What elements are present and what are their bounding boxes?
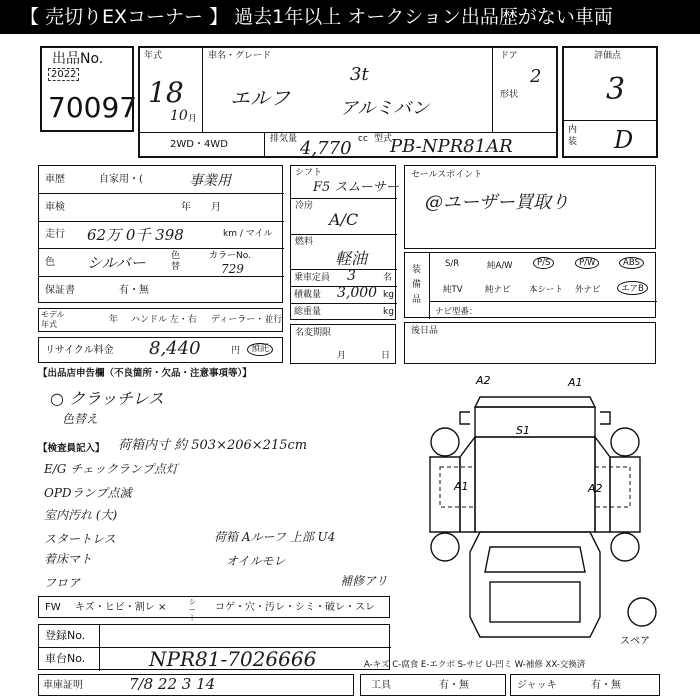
color-no-label: カラーNo. — [209, 251, 251, 261]
registration-box — [38, 624, 390, 670]
equip-airbag: エアB — [617, 281, 648, 295]
lot-box — [40, 46, 138, 132]
shift-value: F5 スムーサー — [313, 180, 399, 195]
load-unit: kg — [383, 290, 394, 300]
fw-sheet-label: シート — [189, 598, 196, 622]
equip-navi: 純ナビ — [485, 285, 511, 295]
fuel-label: 燃料 — [295, 237, 314, 247]
expiry-day: 日 — [381, 351, 391, 361]
lot-number: 70097 — [48, 91, 138, 124]
displacement-value: 4,770 — [300, 138, 352, 159]
equip-aw: 純A/W — [487, 261, 513, 271]
fuel-value: 軽油 — [335, 249, 368, 268]
reg-label: 登録No. — [45, 629, 86, 642]
expiry-month: 月 — [337, 351, 347, 361]
equip-tv: 純TV — [443, 285, 463, 295]
recycle-label: リサイクル料金 — [45, 345, 114, 356]
warranty-label: 保証書 — [45, 285, 75, 296]
diagram-mark-a1-top: A1 — [568, 376, 583, 389]
month-unit: 月 — [188, 114, 198, 124]
shape-label: 形状 — [500, 90, 519, 100]
diagram-mark-a1-left: A1 — [454, 480, 469, 493]
cert-values: 7/8 22 3 14 — [129, 675, 216, 693]
expiry-label: 名変期限 — [295, 328, 332, 338]
tools-label: 工具 — [371, 680, 391, 691]
note-item-6: フロア — [44, 576, 81, 590]
gross-label: 総重量 — [294, 307, 322, 317]
mechanical-box — [290, 165, 399, 320]
shift-label: シフト — [295, 168, 323, 178]
cert-box — [38, 674, 354, 696]
interior-label: 内装 — [568, 125, 578, 147]
displacement-label: 排気量 — [270, 134, 298, 144]
legend-text: A-キズ C-腐食 E-エクボ S-サビ U-凹ミ W-補修 XX-交換済 — [364, 660, 586, 670]
doors-value: 2 — [530, 66, 542, 87]
equip-seat: 本シート — [529, 285, 564, 295]
dealer-label: ディーラー・並行 — [211, 315, 283, 325]
chassis-label: 車台No. — [45, 652, 86, 665]
notes-line2: 色替え — [62, 412, 99, 426]
vehicle-box — [138, 46, 558, 158]
header-title: 【 売切りEXコーナー 】 過去1年以上 オークション出品歴がない車両 — [20, 6, 613, 28]
header-banner — [0, 0, 700, 34]
equipment-box — [404, 252, 656, 318]
capacity-label: 乗車定員 — [294, 273, 331, 283]
chassis-value: NPR81-7026666 — [149, 647, 317, 671]
mileage-unit: km / マイル — [223, 229, 273, 239]
lot-label: 出品No. — [52, 51, 104, 67]
color-label: 色 — [45, 257, 55, 268]
mileage-value: 62万 0千 398 — [87, 226, 184, 244]
cargo-dims: 荷箱内寸 約 503×206×215cm — [118, 438, 308, 453]
note-item-7: 荷箱 Aルーフ 上部 U4 — [214, 530, 336, 544]
rating-label: 評価点 — [594, 51, 622, 61]
capacity-value: 3 — [347, 268, 356, 284]
load-label: 積載量 — [294, 290, 322, 300]
history-label: 車歴 — [45, 174, 65, 185]
color-change-label: 色替 — [171, 251, 181, 272]
model-row-box — [38, 308, 283, 332]
fw-sheet-items: コゲ・穴・汚レ・シミ・破レ・スレ — [215, 602, 375, 613]
jack-label: ジャッキ — [517, 680, 557, 691]
inspector-label: 【検査員記入】 — [38, 443, 105, 454]
inspection-label: 車検 — [45, 202, 65, 213]
displacement-unit: cc — [358, 134, 368, 144]
equip-pw: P/W — [575, 257, 599, 269]
rating-score: 3 — [606, 72, 626, 107]
equip-ps: P/S — [533, 257, 554, 269]
tonnage-value: 3t — [350, 64, 369, 85]
recycle-box — [38, 337, 283, 363]
equip-extnavi: 外ナビ — [575, 285, 601, 295]
history-value: 自家用・( — [99, 174, 143, 185]
navi-model-label: ナビ型番： — [435, 307, 478, 317]
history-hw: 事業用 — [189, 173, 231, 189]
note-item-2: OPDランプ点滅 — [44, 486, 132, 500]
rating-box — [562, 46, 658, 158]
retro-box — [404, 322, 656, 364]
history-box — [38, 165, 283, 303]
recycle-value: 8,440 — [149, 338, 201, 359]
color-no: 729 — [221, 262, 244, 276]
diagram-mark-a2-top: A2 — [476, 374, 491, 387]
model-value: PB-NPR81AR — [390, 136, 513, 157]
load-value: 3,000 — [337, 285, 378, 301]
gross-unit: kg — [383, 307, 394, 317]
equipment-label: 装備品 — [412, 265, 422, 305]
fw-items: キズ・ヒビ・割レ × — [75, 602, 167, 613]
diagram-mark-s1: S1 — [516, 424, 530, 437]
recycle-status: 預託 — [247, 343, 273, 356]
note-item-5: 着床マト — [44, 552, 93, 566]
jack-value: 有・無 — [591, 680, 621, 691]
cert-label: 車庫証明 — [43, 680, 83, 691]
notes-header: 【出品店申告欄（不良箇所・欠品・注意事項等）】 — [38, 368, 252, 379]
note-item-9: 補修アリ — [340, 574, 388, 588]
equip-sr: S/R — [445, 259, 460, 269]
ac-value: A/C — [329, 210, 359, 229]
tools-box — [360, 674, 506, 696]
fw-label: FW — [45, 602, 61, 613]
note-item-4: スタートレス — [44, 532, 116, 546]
interior-score: D — [614, 126, 634, 154]
tools-value: 有・無 — [439, 680, 469, 691]
fw-row-box — [38, 596, 390, 622]
model-label: 型式 — [374, 134, 393, 144]
year-label: 年式 — [144, 51, 163, 61]
diagram-mark-a2-right: A2 — [588, 482, 603, 495]
capacity-unit: 名 — [383, 273, 393, 283]
recycle-unit: 円 — [231, 346, 241, 356]
retro-label: 後日品 — [411, 326, 439, 336]
color-value: シルバー — [87, 254, 146, 272]
name-value: エルフ — [230, 86, 290, 110]
equip-abs: ABS — [619, 257, 644, 269]
grade-value: アルミバン — [340, 98, 430, 119]
model-year-label: モデル年式 — [41, 310, 65, 329]
spare-label: スペア — [620, 636, 650, 647]
year-value: 18 — [148, 76, 184, 109]
sales-text: @ユーザー買取り — [425, 192, 569, 213]
month-value: 10 — [170, 108, 188, 124]
lot-year-tag: 2022 — [48, 68, 79, 81]
name-label: 車名・グレード — [208, 51, 272, 61]
drive-label: 2WD・4WD — [170, 139, 228, 150]
ac-label: 冷房 — [295, 201, 314, 211]
note-item-1: E/G チェックランプ点灯 — [44, 462, 178, 476]
model-year-unit: 年 — [109, 315, 119, 325]
notes-line1: ○ クラッチレス — [50, 389, 164, 408]
sales-label: セールスポイント — [411, 170, 483, 180]
note-item-3: 室内汚れ (大) — [44, 508, 118, 522]
inspection-value: 年 月 — [181, 202, 221, 213]
warranty-value: 有・無 — [119, 285, 149, 296]
sales-box — [404, 165, 656, 249]
note-item-8: オイルモレ — [226, 554, 286, 568]
vehicle-diagram — [420, 372, 660, 657]
handle-label: ハンドル 左・右 — [131, 315, 197, 325]
jack-box — [510, 674, 660, 696]
expiry-box — [290, 324, 396, 364]
mileage-label: 走行 — [45, 229, 65, 240]
doors-label: ドア — [500, 51, 518, 61]
